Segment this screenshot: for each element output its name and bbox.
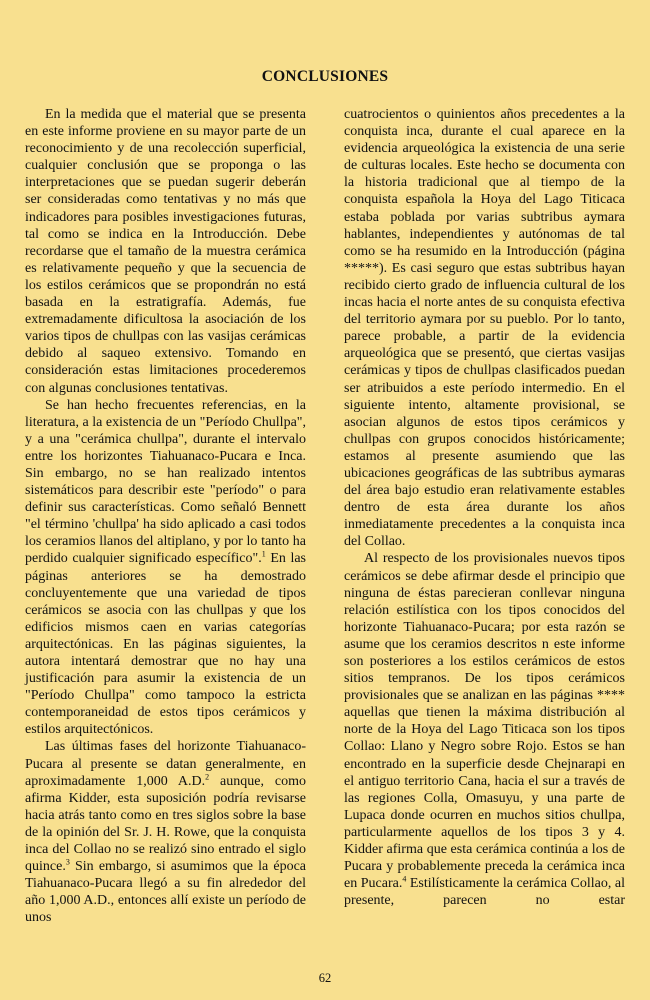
footnote-marker: 4 (402, 874, 407, 884)
paragraph-text: Sin embargo, si asumimos que la época Tiahuanaco-Pucara llegó a su fin alrededor del año 1,000 A.D., entonces allí existe un período de unos (25, 859, 306, 926)
paragraph (25, 738, 306, 926)
footnote-marker: 1 (261, 549, 266, 559)
footnote-marker: 3 (65, 857, 70, 867)
paragraph-text: Al respecto de los provisionales nuevos tipos cerámicos se debe afirmar desde el principio que ninguna de éstas parecieran conllevar ninguna relación estilística con los tipos conocidos del horizonte Tiahuanaco-Pucara; por esta razón se asume que los ceramios descritos n este informe son posteriores a los estilos cerámicos de estos sitios tempranos. De los tipos cerámicos provisionales que se analizan en las páginas **** aquellas que tienen la máxima distribución al norte de la Hoya del Lago Titicaca son los tipos Collao: Llano y Negro sobre Rojo. Estos se han encontrado en la superficie desde Chejnarapi en el antiguo territorio Cana, hacia el sur a través de las regiones Colla, Omasuyu, y una parte de Lupaca donde ocurren en muchos sitios chullpa, particularmente aquellos de los tipos 3 y 4. Kidder afirma que esta cerámica continúa a los de Pucara y probablemente preceda la cerámica inca en Pucara. (344, 551, 625, 892)
page-title: CONCLUSIONES (261, 68, 389, 85)
paragraph (344, 550, 625, 909)
paragraph (25, 106, 306, 397)
paragraph-text: Se han hecho frecuentes referencias, en la literatura, a la existencia de un "Período Chullpa", y a una "cerámica chullpa", durante el intervalo entre los horizontes Tiahuanaco-Pucara e Inca. Sin embargo, no se han realizado intentos sistemáticos para describir este "período" o para definir sus características. Como señaló Bennett "el término 'chullpa' ha sido aplicado a casi todos los ceramios llanos del altiplano, y por lo tanto ha perdido cualquier significado específico". (25, 397, 306, 567)
paragraph-text: Las últimas fases del horizonte Tiahuanaco-Pucara al presente se datan generalmente, en aproximadamente 1,000 A.D. (25, 739, 306, 789)
paragraph-text: cuatrocientos o quinientos años precedentes a la conquista inca, durante el cual aparece en la evidencia arqueológica la existencia de una serie de culturas locales. Este hecho se documenta con la historia tradicional que al tiempo de la conquista española la Hoya del Lago Titicaca estaba poblada por varias subtribus aymara hablantes, independientes y autónomas de tal como se ha resumido en la Introducción (página *****). Es casi seguro que estas subtribus hayan recibido cierto grado de influencia cultural de los incas hacia el norte antes de su conquista efectiva del territorio aymara por su pueblo. Por lo tanto, parece probable, a partir de la evidencia arqueológica que se presentó, que ciertas vasijas cerámicas y tipos de chullpas clasificados puedan ser atribuidos a este período intermedio. En el siguiente intento, altamente provisional, se asocian algunos de estos tipos cerámicos y chullpas con grupos conocidos históricamente; estamos al presente asumiendo que las ubicaciones geográficas de las subtribus aymaras del área bajo estudio eran relativamente estables dentro de esta área durante los años inmediatamente precedentes a la conquista inca del Collao. (344, 107, 625, 550)
paragraph-text: En las páginas anteriores se ha demostrado concluyentemente que una variedad de tipos cerámicos se asocia con las chullpas y que los edificios mismos caen en varias categorías arquitectónicas. En las páginas siguientes, la autora intentará demostrar que no hay una justificación para asumir la existencia de un "Período Chullpa" como tampoco la estricta contemporaneidad de estos tipos cerámicos y estilos arquitectónicos. (25, 551, 307, 738)
paragraph (344, 106, 625, 550)
right-column (344, 106, 625, 909)
footnote-marker: 2 (205, 772, 210, 781)
page-number: 62 (318, 971, 332, 985)
left-column (25, 106, 306, 927)
paragraph (25, 397, 306, 739)
paragraph-text: Estilísticamente la cerámica Collao, al presente, parecen no estar (344, 876, 625, 909)
paragraph-text: En la medida que el material que se presenta en este informe proviene en su mayor parte de un reconocimiento y de una recolección superficial, cualquier conclusión que se proponga o las interpretaciones que se puedan sugerir deberán ser consideradas como tentativas y no más que indicadores para posibles investigaciones futuras, tal como se indica en la Introducción. Debe recordarse que el tamaño de la muestra cerámica es relativamente pequeño y que la secuencia de los estilos cerámicos que se propondrán no está basada en la estratigrafía. Además, fue extremadamente dificultosa la asociación de los varios tipos de chullpas con las vasijas cerámicas debido al saqueo extensivo. Tomando en consideración estas limitaciones procederemos con algunas conclusiones tentativas. (25, 107, 306, 396)
paragraph-text: aunque, como afirma Kidder, esta suposición podría revisarse hacia atrás tanto como en tres siglos sobre la base de la opinión del Sr. J. H. Rowe, que la conquista inca del Collao no se realizó sino entrado el siglo quince. (25, 773, 306, 875)
